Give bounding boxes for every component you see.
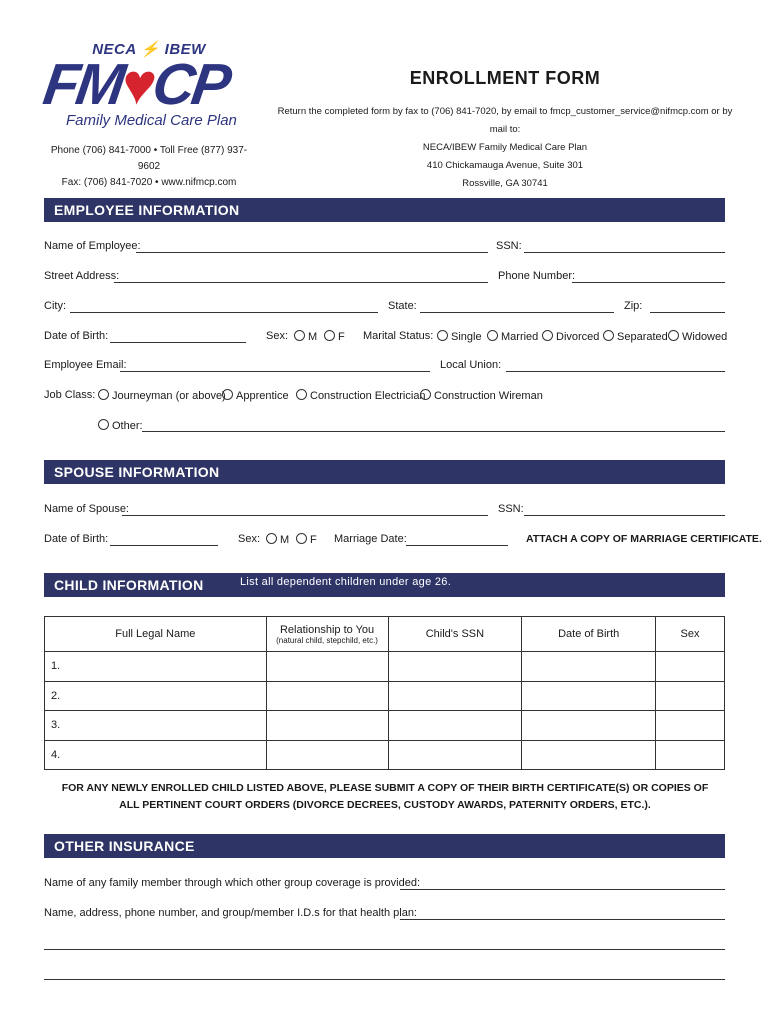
job-other-text: Other:: [112, 420, 143, 432]
col-full-legal-name: Full Legal Name: [45, 617, 267, 652]
employee-ssn-label: SSN:: [496, 240, 522, 252]
phone-field[interactable]: [572, 282, 725, 283]
radio-button-icon[interactable]: [294, 330, 305, 341]
return-line-2: NECA/IBEW Family Medical Care Plan: [422, 142, 588, 153]
radio-button-icon[interactable]: [668, 330, 679, 341]
insurance-coverage-row: [44, 877, 725, 893]
radio-button-icon[interactable]: [296, 533, 307, 544]
city-field[interactable]: [70, 312, 378, 313]
contact-info: [44, 143, 254, 191]
col-sex: Sex: [656, 617, 725, 652]
spouse-sex-f-option[interactable]: [296, 533, 317, 546]
employee-name-field[interactable]: [136, 252, 488, 253]
employee-section-header: EMPLOYEE INFORMATION: [44, 198, 725, 222]
return-line-1: Return the completed form by fax to (706) 841-7020, by email to fmcp_customer_service@nifmcp.com or by mail to:: [277, 106, 733, 135]
city-row: [44, 300, 725, 316]
child-ssn-cell[interactable]: [388, 652, 522, 682]
child-name-cell[interactable]: 3.: [45, 711, 267, 741]
child-relationship-cell[interactable]: [266, 681, 388, 711]
job-other-option[interactable]: [98, 419, 143, 432]
street-field[interactable]: [114, 282, 488, 283]
radio-button-icon[interactable]: [98, 419, 109, 430]
sex-label: Sex:: [266, 330, 289, 342]
child-sex-cell[interactable]: [656, 740, 725, 770]
child-relationship-cell[interactable]: [266, 711, 388, 741]
notice-line-1: FOR ANY NEWLY ENROLLED CHILD LISTED ABOVE, PLEASE SUBMIT A COPY OF THEIR BIRTH CERTIFICATE(S) OR COPIES OF: [61, 782, 709, 794]
marital-single-text: Single: [451, 331, 482, 343]
email-field[interactable]: [120, 371, 430, 372]
plan-details-field[interactable]: [400, 919, 725, 920]
sex-m-option[interactable]: [294, 330, 317, 343]
job-apprentice-text: Apprentice: [236, 390, 289, 402]
marital-married-text: Married: [501, 331, 539, 343]
neca-ibew-wordmark: NECA ⚡ IBEW: [92, 41, 206, 58]
employee-ssn-field[interactable]: [524, 252, 725, 253]
marital-label: Marital Status:: [363, 330, 434, 342]
city-label: City:: [44, 300, 66, 312]
col-child-ssn: Child's SSN: [388, 617, 522, 652]
radio-button-icon[interactable]: [222, 389, 233, 400]
sex-m-text: M: [308, 331, 318, 343]
marital-married-option[interactable]: [487, 330, 538, 343]
radio-button-icon[interactable]: [603, 330, 614, 341]
spouse-sex-f-text: F: [310, 534, 317, 546]
zip-label: Zip:: [624, 300, 643, 312]
marital-separated-option[interactable]: [603, 330, 668, 343]
radio-button-icon[interactable]: [542, 330, 553, 341]
spouse-sex-m-option[interactable]: [266, 533, 289, 546]
table-row: [45, 652, 725, 682]
street-label: Street Address:: [44, 270, 120, 282]
dob-row: [44, 330, 728, 346]
insurance-plan-row: [44, 907, 725, 923]
dob-label: Date of Birth:: [44, 330, 109, 342]
spouse-section-header: SPOUSE INFORMATION: [44, 460, 725, 484]
table-row: [45, 711, 725, 741]
local-union-field[interactable]: [506, 371, 725, 372]
spouse-ssn-field[interactable]: [524, 515, 725, 516]
insurance-extra-line-2: [44, 967, 725, 983]
fmcp-logo: [39, 40, 254, 129]
radio-button-icon[interactable]: [324, 330, 335, 341]
plan-details-field-line-3[interactable]: [44, 979, 725, 980]
job-journeyman-text: Journeyman (or above): [112, 390, 226, 402]
spouse-sex-label: Sex:: [238, 533, 261, 545]
child-section-title: CHILD INFORMATION: [54, 577, 204, 593]
page-header: [0, 0, 770, 190]
plan-details-field-line-2[interactable]: [44, 949, 725, 950]
col-relationship-sub: (natural child, stepchild, etc.): [276, 635, 378, 645]
col-relationship-label: Relationship to You: [279, 623, 375, 636]
spouse-dob-row: [44, 533, 762, 549]
plan-details-label: Name, address, phone number, and group/member I.D.s for that health plan:: [44, 907, 417, 919]
job-journeyman-option[interactable]: [98, 389, 226, 402]
job-construction-wireman-option[interactable]: [420, 389, 543, 402]
street-row: [44, 270, 725, 286]
state-label: State:: [388, 300, 417, 312]
spouse-name-row: [44, 503, 725, 519]
email-row: [44, 359, 725, 375]
job-other-field[interactable]: [142, 431, 725, 432]
spouse-dob-label: Date of Birth:: [44, 533, 109, 545]
sex-f-text: F: [338, 331, 345, 343]
spouse-sex-m-text: M: [280, 534, 290, 546]
job-class-row: [44, 389, 725, 405]
child-dob-cell[interactable]: [522, 711, 656, 741]
local-union-label: Local Union:: [440, 359, 502, 371]
child-relationship-cell[interactable]: [266, 740, 388, 770]
job-construction-wireman-text: Construction Wireman: [434, 390, 543, 402]
marital-single-option[interactable]: [437, 330, 482, 343]
insurance-extra-line-1: [44, 937, 725, 953]
marital-widowed-option[interactable]: [668, 330, 727, 343]
fmcp-letters-cp: CP: [148, 52, 233, 117]
radio-button-icon[interactable]: [266, 533, 277, 544]
coverage-member-field[interactable]: [400, 889, 725, 890]
child-section-header: [44, 573, 725, 597]
other-insurance-section-header: OTHER INSURANCE: [44, 834, 725, 858]
birth-certificate-notice: [60, 780, 710, 814]
child-table-header-row: [45, 617, 725, 652]
table-row: [45, 740, 725, 770]
radio-button-icon[interactable]: [487, 330, 498, 341]
child-section-note: List all dependent children under age 26.: [240, 576, 452, 588]
child-dob-cell[interactable]: [522, 681, 656, 711]
spouse-ssn-label: SSN:: [498, 503, 524, 515]
contact-fax: Fax: (706) 841-7020 • www.nifmcp.com: [61, 177, 237, 188]
logo-subtitle: Family Medical Care Plan: [66, 112, 237, 129]
child-sex-cell[interactable]: [656, 711, 725, 741]
marital-divorced-option[interactable]: [542, 330, 599, 343]
radio-button-icon[interactable]: [420, 389, 431, 400]
col-date-of-birth: Date of Birth: [522, 617, 656, 652]
job-construction-electrician-option[interactable]: [296, 389, 426, 402]
child-dob-cell[interactable]: [522, 652, 656, 682]
job-construction-electrician-text: Construction Electrician: [310, 390, 426, 402]
job-class-label: Job Class:: [44, 389, 96, 401]
employee-name-label: Name of Employee:: [44, 240, 141, 252]
radio-button-icon[interactable]: [437, 330, 448, 341]
state-field[interactable]: [420, 312, 614, 313]
form-title: ENROLLMENT FORM: [409, 68, 601, 88]
notice-line-2: ALL PERTINENT COURT ORDERS (DIVORCE DECREES, CUSTODY AWARDS, PATERNITY ORDERS, ETC.).: [119, 799, 651, 811]
table-row: [45, 681, 725, 711]
child-dob-cell[interactable]: [522, 740, 656, 770]
spouse-name-label: Name of Spouse:: [44, 503, 129, 515]
child-ssn-cell[interactable]: [388, 711, 522, 741]
employee-name-row: [44, 240, 725, 256]
child-name-cell[interactable]: 4.: [45, 740, 267, 770]
child-relationship-cell[interactable]: [266, 652, 388, 682]
return-instructions: [270, 103, 740, 193]
email-label: Employee Email:: [44, 359, 127, 371]
contact-phone: Phone (706) 841-7000 • Toll Free (877) 937-9602: [50, 145, 248, 172]
radio-button-icon[interactable]: [296, 389, 307, 400]
spouse-name-field[interactable]: [122, 515, 488, 516]
child-name-cell[interactable]: 1.: [45, 652, 267, 682]
zip-field[interactable]: [650, 312, 725, 313]
marriage-date-label: Marriage Date:: [334, 533, 407, 545]
spouse-dob-field[interactable]: [110, 545, 218, 546]
coverage-member-label: Name of any family member through which other group coverage is provided:: [44, 877, 421, 889]
child-name-cell[interactable]: 2.: [45, 681, 267, 711]
marital-widowed-text: Widowed: [682, 331, 728, 343]
marriage-date-field[interactable]: [406, 545, 508, 546]
fmcp-wordmark: [39, 52, 258, 117]
marriage-certificate-note: ATTACH A COPY OF MARRIAGE CERTIFICATE.: [526, 533, 762, 545]
fmcp-letters-fm: FM: [39, 52, 127, 117]
marital-separated-text: Separated: [617, 331, 668, 343]
col-relationship: [266, 617, 388, 652]
radio-button-icon[interactable]: [98, 389, 109, 400]
child-sex-cell[interactable]: [656, 681, 725, 711]
marital-divorced-text: Divorced: [556, 331, 600, 343]
child-table: [44, 616, 725, 770]
return-line-4: Rossville, GA 30741: [462, 178, 548, 189]
dob-field[interactable]: [110, 342, 246, 343]
job-apprentice-option[interactable]: [222, 389, 289, 402]
child-sex-cell[interactable]: [656, 652, 725, 682]
child-ssn-cell[interactable]: [388, 740, 522, 770]
heart-icon: ♥: [117, 52, 158, 117]
job-other-row: [44, 419, 725, 435]
sex-f-option[interactable]: [324, 330, 345, 343]
child-ssn-cell[interactable]: [388, 681, 522, 711]
phone-label: Phone Number:: [498, 270, 576, 282]
return-line-3: 410 Chickamauga Avenue, Suite 301: [426, 160, 584, 171]
